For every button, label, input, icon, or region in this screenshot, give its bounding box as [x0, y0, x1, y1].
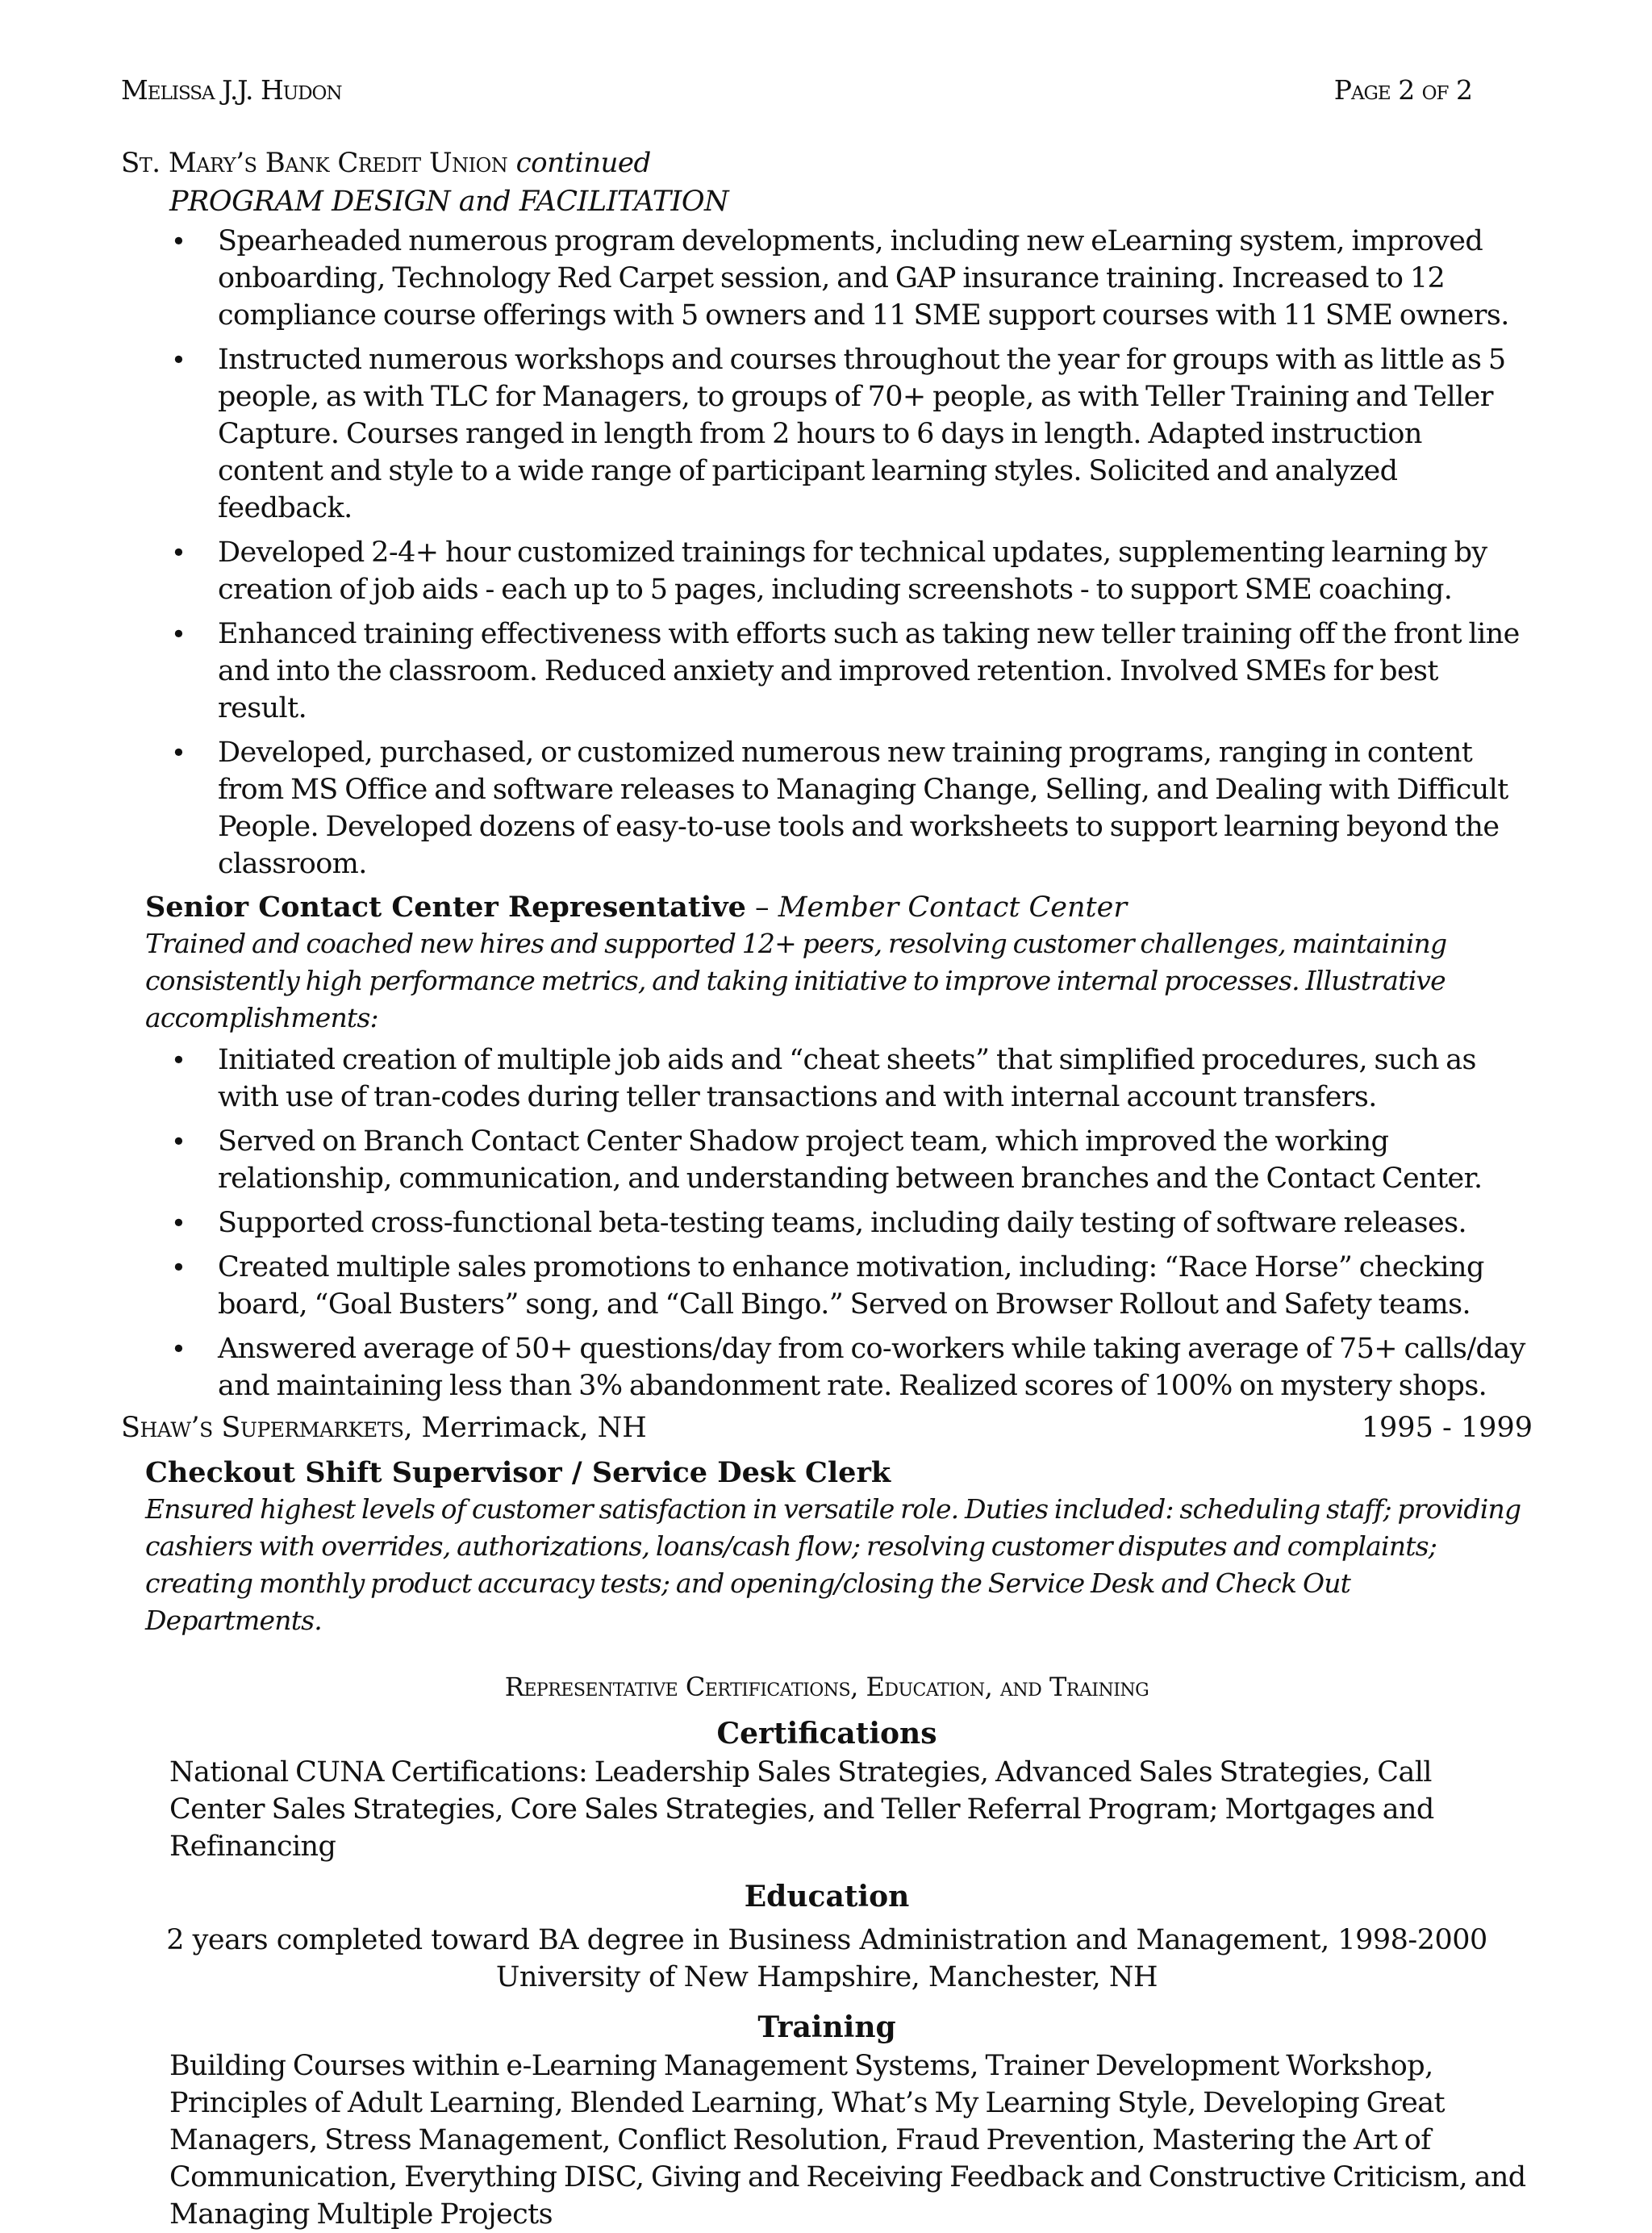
list-item: • Developed 2-4+ hour customized trainings for technical updates, supplementing learning by creation of job aids - each up to 5 pages, including screenshots - to support SME coaching. — [218, 534, 1533, 608]
header-name: Melissa J.J. Hudon — [121, 74, 342, 106]
program-heading: PROGRAM DESIGN and FACILITATION — [169, 186, 729, 218]
list-item: • Served on Branch Contact Center Shadow project team, which improved the working relationship, communication, and understanding between branches and the Contact Center. — [218, 1123, 1533, 1197]
list-item: • Enhanced training effectiveness with efforts such as taking new teller training off the front line and into the classroom. Reduced anxiety and improved retention. Involved SMEs for best result. — [218, 616, 1533, 727]
program-bullet-list — [121, 223, 1533, 883]
list-item: • Supported cross-functional beta-testing teams, including daily testing of software releases. — [218, 1204, 1533, 1242]
education-degree: 2 years completed toward BA degree in Business Administration and Management, 1998-2000 — [166, 1924, 1487, 1956]
page-header — [121, 74, 1472, 106]
role-summary: Ensured highest levels of customer satisfaction in versatile role. Duties included: scheduling staff; providing cashiers with overrides, authorizations, loans/cash flow; resolving customer disputes and complaints; creating monthly product accuracy tests; and opening/closing the Service Desk and Check Out Departments. — [145, 1493, 1521, 1636]
list-item: • Initiated creation of multiple job aids and “cheat sheets” that simplified procedures, such as with use of tran-codes during teller transactions and with internal account transfers. — [218, 1041, 1533, 1116]
resume-content — [121, 147, 1533, 2233]
employer-shaws — [121, 1412, 1533, 1444]
education-school: University of New Hampshire, Manchester, NH — [495, 1961, 1158, 1993]
list-item: • Developed, purchased, or customized numerous new training programs, ranging in content from MS Office and software releases to Managing Change, Selling, and Dealing with Difficult People. Developed dozens of easy-to-use tools and worksheets to support learning beyond the classroom. — [218, 734, 1533, 883]
employer-location: Merrimack, NH — [421, 1412, 647, 1444]
employment-dates: 1995 - 1999 — [1361, 1412, 1533, 1444]
section-title: Representative Certifications, Education, and Training — [504, 1672, 1149, 1702]
role-heading — [145, 1455, 1533, 1491]
list-item: • Spearheaded numerous program developments, including new eLearning system, improved onboarding, Technology Red Carpet session, and GAP insurance training. Increased to 12 compliance course offerings with 5 owners and 11 SME support courses with 11 SME owners. — [218, 223, 1533, 334]
role-separator: – — [745, 891, 778, 924]
employer-stmarys — [121, 147, 1533, 179]
employer-name: Shaw’s Supermarkets, — [121, 1412, 413, 1444]
employer-name: St. Mary’s Bank Credit Union — [121, 147, 508, 179]
certifications-text: National CUNA Certifications: Leadership Sales Strategies, Advanced Sales Strategies, Call Center Sales Strategies, Core Sales Strategies, and Teller Referral Program; Mortgages and Refinancing — [169, 1756, 1434, 1863]
role-bullet-list — [121, 1041, 1533, 1404]
certifications-heading: Certifications — [716, 1717, 937, 1751]
list-item: • Instructed numerous workshops and courses throughout the year for groups with as little as 5 people, as with TLC for Managers, to groups of 70+ people, as with Teller Training and Teller Capture. Courses ranged in length from 2 hours to 6 days in length. Adapted instruction content and style to a wide range of participant learning styles. Solicited and analyzed feedback. — [218, 341, 1533, 527]
role-heading — [145, 890, 1533, 925]
role-title: Checkout Shift Supervisor / Service Desk Clerk — [145, 1456, 891, 1489]
role-title: Senior Contact Center Representative — [145, 891, 746, 924]
role-department: Member Contact Center — [778, 891, 1128, 924]
list-item: • Answered average of 50+ questions/day from co-workers while taking average of 75+ calls/day and maintaining less than 3% abandonment rate. Realized scores of 100% on mystery shops. — [218, 1330, 1533, 1404]
list-item: • Created multiple sales promotions to enhance motivation, including: “Race Horse” checking board, “Goal Busters” song, and “Call Bingo.” Served on Browser Rollout and Safety teams. — [218, 1249, 1533, 1323]
employer-continued: continued — [515, 147, 651, 179]
education-heading: Education — [744, 1880, 910, 1914]
role-summary: Trained and coached new hires and supported 12+ peers, resolving customer challenges, maintaining consistently high performance metrics, and taking initiative to improve internal processes. Illustrative accomplishments: — [145, 928, 1447, 1033]
header-page-number: Page 2 of 2 — [1333, 74, 1472, 106]
training-heading: Training — [757, 2010, 896, 2044]
training-text: Building Courses within e-Learning Management Systems, Trainer Development Workshop, Principles of Adult Learning, Blended Learning, What’s My Learning Style, Developing Great Managers, Stress Management, Conflict Resolution, Fraud Prevention, Mastering the Art of Communication, Everything DISC, Giving and Receiving Feedback and Constructive Criticism, and Managing Multiple Projects — [169, 2050, 1526, 2231]
